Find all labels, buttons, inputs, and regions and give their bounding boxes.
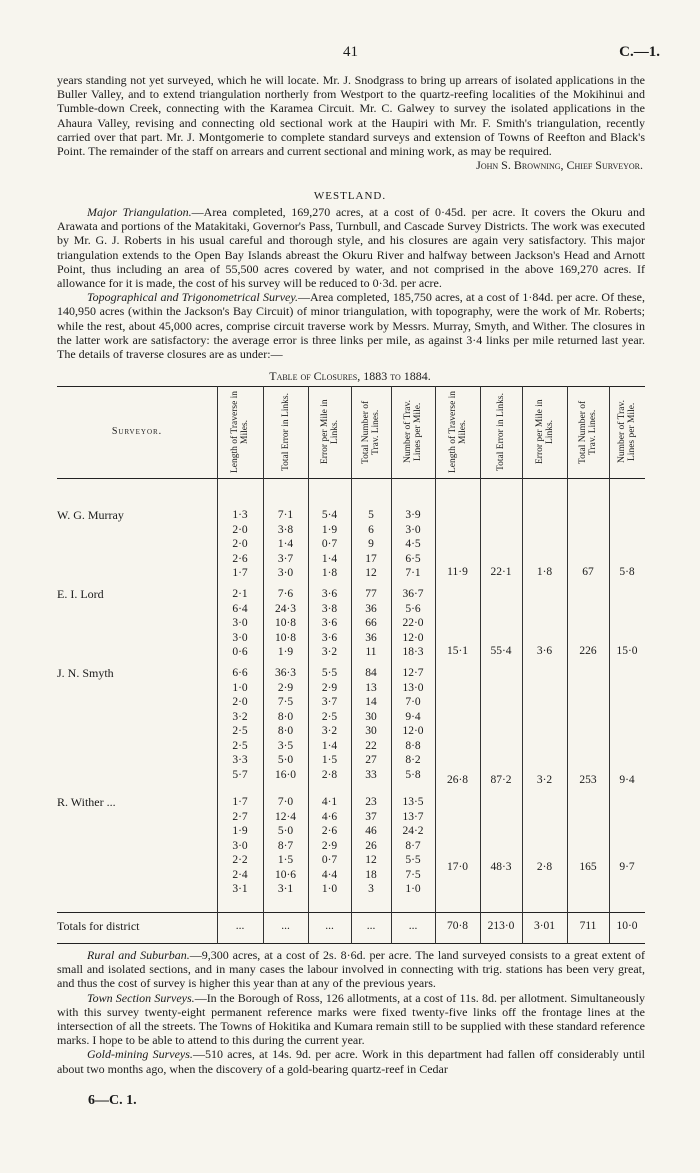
- table-cell: 7·6: [277, 588, 294, 600]
- table-cell: 2·9: [321, 839, 338, 852]
- table-cell: 7·5: [405, 868, 421, 881]
- table-cell: 33: [365, 768, 377, 781]
- page-number: 41: [343, 44, 358, 60]
- table-cell: 2·2: [232, 854, 248, 866]
- table-cell: 2·4: [232, 868, 248, 881]
- table-cell: 12·4: [274, 810, 297, 823]
- table-cell: 12: [365, 854, 377, 866]
- table-cell: 3·9: [405, 509, 421, 521]
- table-cell: 7·0: [405, 696, 421, 708]
- surveyor-name: J. N. Smyth: [57, 666, 114, 680]
- table-cell: 5·7: [232, 768, 248, 781]
- table-cell: 4·4: [321, 868, 338, 881]
- table-cell: 213·0: [487, 920, 515, 932]
- column-header-label: Length of Traverse in Miles.: [230, 390, 250, 474]
- table-cell: 26·8: [446, 774, 469, 786]
- column-header-label: Error per Mile in Links.: [534, 399, 555, 465]
- table-cell: 3: [368, 883, 374, 895]
- table-cell: 2·7: [232, 810, 248, 823]
- table-cell: 3·7: [321, 696, 338, 708]
- column-header: [351, 390, 391, 474]
- table-cell: 36·7: [402, 588, 424, 600]
- table-cell: 24·3: [274, 602, 297, 615]
- table-cell: 2·6: [321, 825, 338, 837]
- table-cell: 5·0: [277, 754, 294, 766]
- table-cell: 4·1: [321, 796, 338, 808]
- table-cell: 1·3: [232, 509, 248, 521]
- table-cell: 2·0: [232, 523, 248, 536]
- column-header: [435, 390, 480, 474]
- table-cell: 2·0: [232, 538, 248, 550]
- table-cell: 7·1: [405, 567, 421, 579]
- table-cell: 12·7: [402, 667, 424, 679]
- table-cell: 27: [365, 754, 377, 766]
- after-table-text: [57, 948, 645, 1076]
- table-cell: 3·6: [321, 631, 338, 644]
- table-cell: 3·7: [277, 552, 294, 565]
- table-cell: 1·8: [536, 566, 553, 578]
- table-cell: 55·4: [490, 645, 512, 657]
- column-header: [263, 390, 308, 474]
- table-cell: 3·8: [277, 523, 294, 536]
- table-cell: 3·6: [321, 617, 338, 629]
- table-cell: 22: [365, 739, 377, 752]
- table-cell: ...: [281, 920, 290, 932]
- column-header: [567, 390, 609, 474]
- table-cell: 36: [365, 631, 377, 644]
- table-cell: 11: [365, 646, 377, 658]
- table-cell: 37: [365, 810, 377, 823]
- table-cell: 165: [579, 861, 597, 873]
- table-cell: 10·8: [274, 617, 297, 629]
- table-cell: 13·0: [402, 681, 424, 694]
- table-cell: 10·0: [616, 920, 638, 932]
- table-cell: 3·2: [536, 774, 553, 786]
- table-cell: 17: [365, 552, 377, 565]
- table-cell: 6: [368, 523, 374, 536]
- column-header: [522, 390, 567, 474]
- column-header: [308, 390, 351, 474]
- table-cell: 9·4: [619, 774, 635, 786]
- table-cell: 10·6: [274, 868, 297, 881]
- table-cell: 18: [365, 868, 377, 881]
- table-cell: 11·9: [447, 566, 468, 578]
- table-cell: 8·7: [277, 839, 294, 852]
- table-cell: 3·0: [232, 617, 248, 629]
- table-cell: 3·2: [321, 646, 338, 658]
- table-cell: 5·0: [277, 825, 294, 837]
- table-cell: ...: [366, 920, 376, 932]
- table-cell: 2·5: [232, 725, 248, 737]
- table-cell: 16·0: [274, 768, 297, 781]
- town-section-lead: Town Section Surveys.: [87, 990, 195, 1005]
- table-cell: 3·8: [321, 602, 338, 615]
- table-cell: 4·6: [321, 810, 338, 823]
- table-cell: 22·1: [490, 566, 512, 578]
- table-cell: 13·7: [402, 810, 424, 823]
- table-cell: 5·8: [619, 566, 635, 578]
- page-header: [0, 44, 700, 64]
- table-cell: 84: [365, 667, 377, 679]
- table-cell: 46: [365, 825, 377, 837]
- column-header-label: Total Error in Links.: [496, 393, 506, 471]
- table-cell: ...: [408, 920, 418, 932]
- table-cell: 30: [365, 725, 377, 737]
- rural-suburban-paragraph: [57, 948, 645, 991]
- table-cell: 5·6: [405, 602, 421, 615]
- table-cell: 2·8: [536, 861, 553, 873]
- table-cell: 1·9: [277, 646, 294, 658]
- table-cell: 6·5: [405, 552, 421, 565]
- table-cell: 7·0: [277, 796, 294, 808]
- table-cell: 67: [582, 566, 594, 578]
- table-cell: 0·6: [232, 646, 248, 658]
- column-header: [480, 390, 522, 474]
- table-cell: 1·5: [321, 754, 338, 766]
- table-cell: 1·8: [321, 567, 338, 579]
- rural-suburban-text: —9,300 acres, at a cost of 2s. 8·6d. per acre. The land surveyed consists to a great extent of small and isolated sections, and in many cases the labour involved in connecting with trig. stations has been very great, and thus the cost of survey is higher this year than at any of the previous years.: [57, 948, 645, 991]
- table-cell: 2·1: [232, 588, 248, 600]
- table-cell: 1·7: [232, 567, 248, 579]
- table-cell: 0·7: [321, 538, 338, 550]
- table-cell: 18·3: [402, 646, 424, 658]
- table-cell: 8·8: [405, 739, 421, 752]
- table-cell: 1·4: [321, 739, 338, 752]
- table-cell: 4·5: [405, 538, 421, 550]
- table-cell: 15·1: [446, 645, 469, 657]
- table-cell: 1·7: [232, 796, 248, 808]
- surveyor-name: R. Wither ...: [57, 795, 116, 809]
- major-triangulation-text: —Area completed, 169,270 acres, at a cost of 0·45d. per acre. It covers the Okuru and Arawata and portions of the Matakitaki, Governor's Pass, Turnbull, and Cascade Survey Districts. The work was executed by Mr. G. J. Roberts in his usual careful and thorough style, and his closures are again very satisfactory. This major triangulation extends to the Open Bay Islands abreast the Okuru River and halfway between Jackson's Head and Arnott Point, thus including an area of 55,500 acres covered by water, and not comprised in the above 169,270 acres. If allowance for it is made, the cost of his survey will be reduced to 0·3d. per acre.: [57, 205, 645, 291]
- table-cell: ...: [235, 920, 245, 932]
- town-section-text: —In the Borough of Ross, 126 allotments, at a cost of 11s. 8d. per allotment. Simultaneously with this survey twenty-eight permanent reference marks were fixed twenty-five links off the frontage lines at the intersection of all the streets. The Towns of Hokitika and Kumara remain still to be supplied with these standard reference marks. I hope to be able to attend to this during the current year.: [57, 990, 645, 1048]
- intro-paragraph: years standing not yet surveyed, which he will locate. Mr. J. Snodgrass to bring up arrears of isolated applications in the Buller Valley, and to extend triangulation northerly from Westport to the quartz-reefing localities of the Mokihinui and Tumble-down Creek, connecting with the Karamea Circuit. Mr. C. Galwey to survey the isolated applications in the Ahaura Valley, revising and connecting old sectional work at the Haupiri with Mr. F. Smith's triangulation, recently carried over that part. Mr. J. Montgomerie to complete standard surveys and extension of Towns of Reefton and Black's Point. The remainder of the staff on arrears and current sectional and mining work, as may be required.: [57, 73, 645, 159]
- intro-block: [57, 73, 645, 172]
- table-cell: 3·1: [232, 883, 248, 895]
- table-cell: 12·0: [402, 631, 424, 644]
- table-cell: 87·2: [490, 774, 512, 786]
- table-cell: 1·0: [321, 883, 338, 895]
- topographical-text: —Area completed, 185,750 acres, at a cost of 1·84d. per acre. Of these, 140,950 acres (within the Jackson's Bay Circuit) of minor triangulation, with topography, were the work of Mr. Roberts; while the rest, about 45,000 acres, comprise circuit traverse work by Messrs. Murray, Smyth, and Wither. The closures in the latter work are satisfactory: the average error is three links per mile, as against 3·4 links per mile returned last year. The details of traverse closures are as under:—: [57, 290, 645, 362]
- table-cell: 2·5: [321, 710, 338, 723]
- table-cell: 36: [365, 602, 377, 615]
- column-header-label: Total Number of Trav. Lines.: [578, 400, 598, 464]
- table-cell: 2·9: [277, 681, 294, 694]
- table-cell: 3·6: [321, 588, 338, 600]
- town-section-paragraph: [57, 991, 645, 1048]
- table-cell: 3·2: [232, 710, 248, 723]
- table-cell: 66: [365, 617, 377, 629]
- major-triangulation-lead: Major Triangulation.: [87, 205, 192, 219]
- column-header-label: Length of Traverse in Miles.: [447, 390, 468, 474]
- table-cell: 15·0: [616, 645, 638, 657]
- table-cell: 30: [365, 710, 377, 723]
- table-cell: 7·5: [277, 696, 294, 708]
- table-cell: 9: [368, 538, 374, 550]
- sheet-signature: 6—C. 1.: [88, 1093, 137, 1108]
- table-cell: 3·0: [232, 839, 248, 852]
- table-cell: 2·8: [321, 768, 338, 781]
- table-cell: 13: [365, 681, 377, 694]
- column-header: [609, 390, 645, 474]
- table-cell: 13·5: [402, 796, 424, 808]
- gold-mining-text: —510 acres, at 14s. 9d. per acre. Work in this department had fallen off considerably until about two months ago, when the discovery of a gold-bearing quartz-reef in Cedar: [57, 1047, 645, 1076]
- table-cell: 12: [365, 567, 377, 579]
- gold-mining-paragraph: [57, 1047, 645, 1075]
- column-header-label: Total Number of Trav. Lines.: [361, 400, 381, 464]
- table-cell: 3·0: [277, 567, 294, 579]
- table-cell: 24·2: [402, 825, 424, 837]
- table-cell: 77: [365, 588, 377, 600]
- table-cell: 3·2: [321, 725, 338, 737]
- table-cell: 5·4: [321, 509, 338, 521]
- table-cell: 1·0: [405, 883, 421, 895]
- table-cell: 22·0: [402, 617, 424, 629]
- table-cell: 36·3: [274, 667, 297, 679]
- table-cell: 8·0: [277, 710, 294, 723]
- table-cell: 12·0: [402, 725, 424, 737]
- topographical-lead: Topographical and Trigonometrical Survey.: [87, 290, 299, 305]
- table-cell: 3·0: [232, 631, 248, 644]
- table-cell: 5·5: [321, 667, 338, 679]
- table-cell: 70·8: [446, 920, 469, 932]
- column-header-label: Total Error in Links.: [280, 393, 291, 471]
- topographical-paragraph: [57, 290, 645, 361]
- table-cell: 711: [579, 920, 597, 932]
- table-cell: 10·8: [274, 631, 297, 644]
- table-cell: 26: [365, 839, 377, 852]
- table-cell: 0·7: [321, 854, 338, 866]
- table-cell: 1·9: [321, 523, 338, 536]
- table-cell: 48·3: [490, 861, 512, 873]
- table-cell: 2·0: [232, 696, 248, 708]
- column-header-label: Error per Mile in Links.: [319, 399, 340, 465]
- table-cell: 226: [579, 645, 597, 657]
- table-cell: 5·8: [405, 768, 421, 781]
- table-cell: 9·4: [405, 710, 421, 723]
- table-cell: 3·1: [277, 883, 294, 895]
- rural-suburban-lead: Rural and Suburban.: [87, 948, 190, 962]
- table-cell: 1·5: [277, 854, 294, 866]
- table-cell: 17·0: [446, 861, 469, 873]
- closures-table: [57, 386, 645, 946]
- table-cell: 9·7: [619, 861, 635, 873]
- table-cell: 6·6: [232, 667, 248, 679]
- table-cell: ...: [325, 920, 334, 932]
- table-cell: 7·1: [277, 509, 294, 521]
- major-triangulation-paragraph: [57, 205, 645, 290]
- table-cell: 3·6: [536, 645, 553, 657]
- table-cell: 8·2: [405, 754, 421, 766]
- column-header: [217, 390, 263, 474]
- table-cell: 253: [579, 774, 597, 786]
- section-reference: C.—1.: [619, 44, 660, 60]
- table-cell: 23: [365, 796, 377, 808]
- totals-label: Totals for district: [57, 919, 140, 933]
- table-cell: 2·6: [232, 552, 248, 565]
- column-header: [391, 390, 435, 474]
- table-cell: 1·4: [321, 552, 338, 565]
- table-title: Table of Closures, 1883 to 1884.: [269, 369, 431, 383]
- table-cell: 3·01: [533, 920, 556, 932]
- table-cell: 5·5: [405, 854, 421, 866]
- surveyor-column-header: Surveyor.: [111, 426, 163, 437]
- column-header-label: Number of Trav. Lines per Mile.: [617, 400, 637, 464]
- table-cell: 14: [365, 696, 377, 708]
- chief-surveyor-signature: John S. Browning, Chief Surveyor.: [476, 158, 643, 173]
- surveyor-name: E. I. Lord: [57, 587, 104, 601]
- table-cell: 5: [368, 509, 374, 521]
- table-cell: 3·5: [277, 739, 294, 752]
- table-cell: 8·0: [277, 725, 294, 737]
- table-cell: 1·0: [232, 681, 248, 694]
- table-cell: 8·7: [405, 839, 421, 852]
- table-cell: 1·4: [277, 538, 294, 550]
- column-header-label: Number of Trav. Lines per Mile.: [403, 400, 423, 464]
- surveyor-name: W. G. Murray: [57, 508, 124, 522]
- table-cell: 3·3: [232, 754, 248, 766]
- table-cell: 2·9: [321, 681, 338, 694]
- westland-heading: WESTLAND.: [313, 190, 387, 202]
- table-cell: 6·4: [232, 602, 248, 615]
- gold-mining-lead: Gold-mining Surveys.: [87, 1047, 193, 1062]
- westland-body: [57, 205, 645, 361]
- table-cell: 2·5: [232, 739, 248, 752]
- table-cell: 3·0: [405, 523, 421, 536]
- table-cell: 1·9: [232, 825, 248, 837]
